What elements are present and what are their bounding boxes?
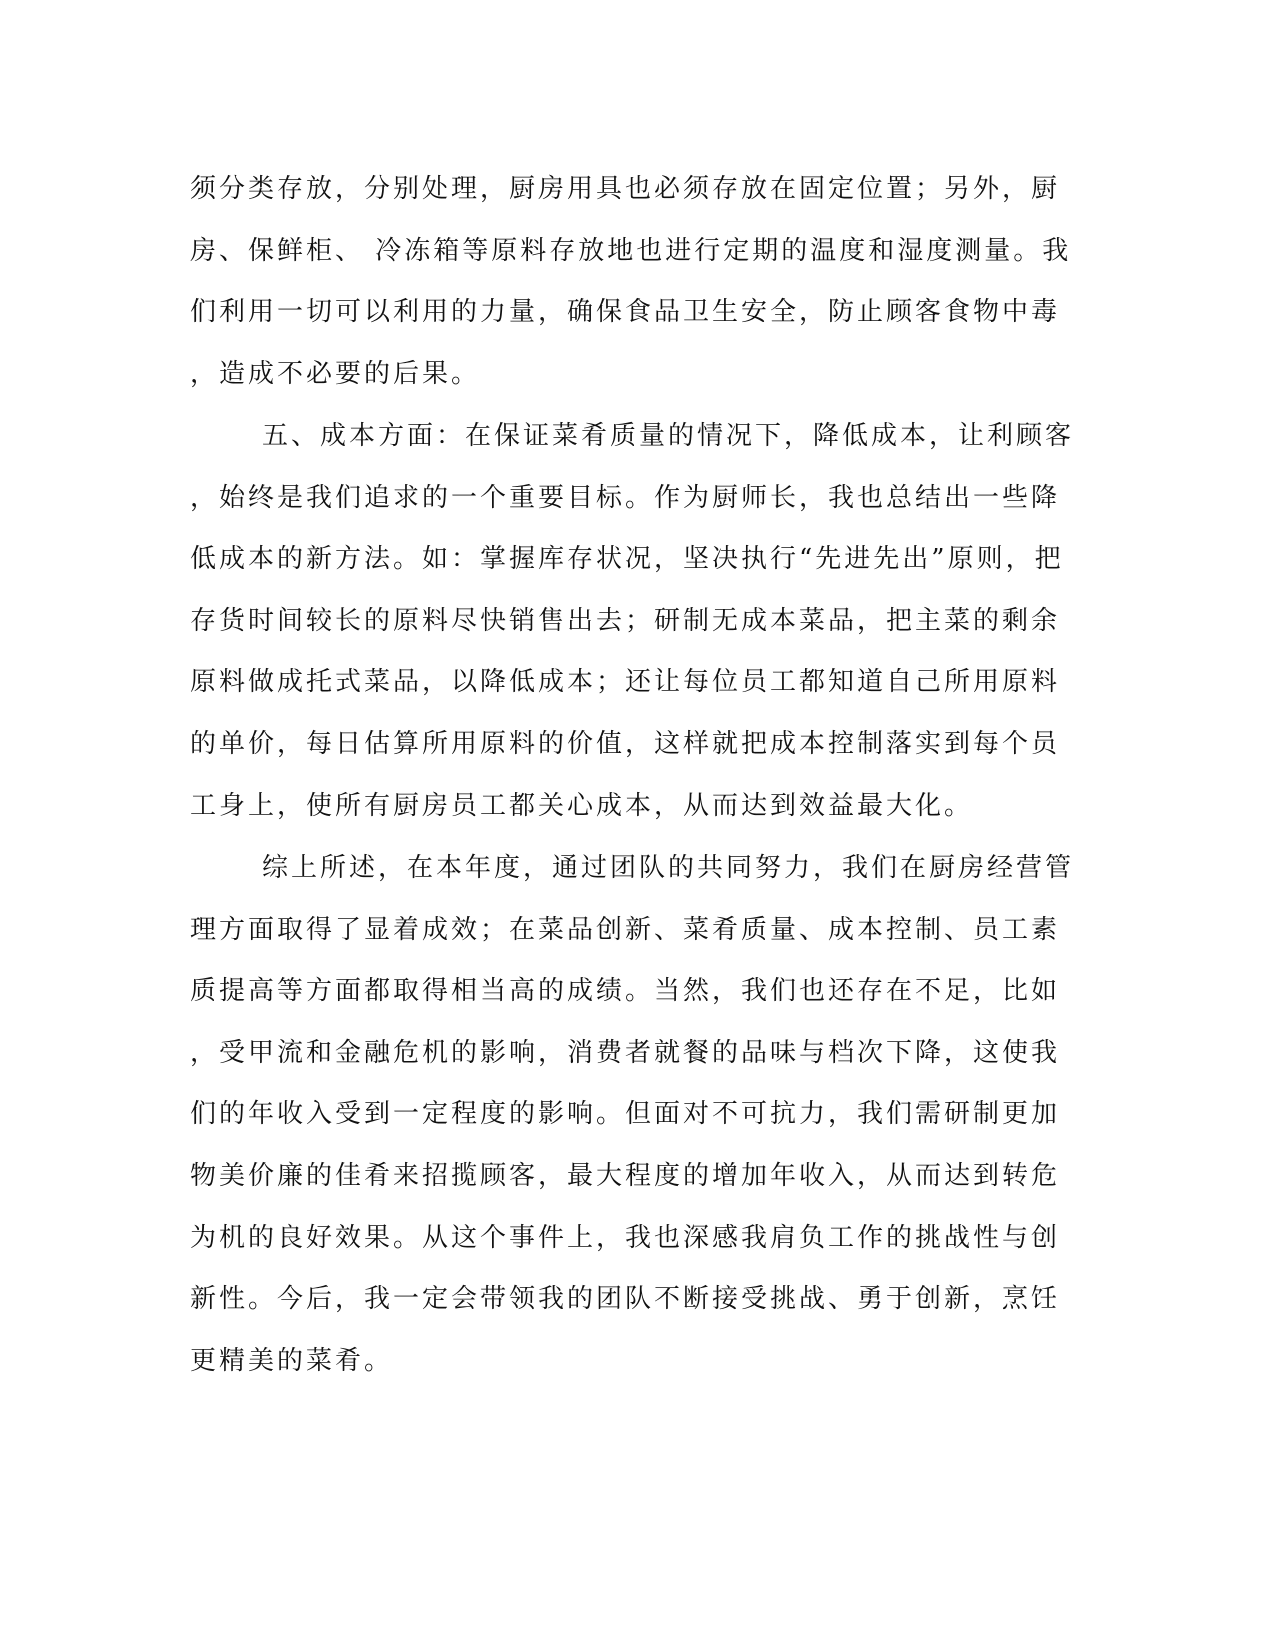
paragraph-line: 为机的良好效果。从这个事件上，我也深感我肩负工作的挑战性与创 <box>190 1222 1061 1253</box>
paragraph-line: ，受甲流和金融危机的影响，消费者就餐的品味与档次下降，这使我 <box>190 1037 1061 1068</box>
paragraph-line: ，造成不必要的后果。 <box>190 358 481 389</box>
paragraph-line: ，始终是我们追求的一个重要目标。作为厨师长，我也总结出一些降 <box>190 482 1061 513</box>
paragraph-line: 们的年收入受到一定程度的影响。但面对不可抗力，我们需研制更加 <box>190 1099 1061 1130</box>
paragraph-line: 理方面取得了显着成效；在菜品创新、菜肴质量、成本控制、员工素 <box>190 914 1061 945</box>
paragraph-summary <box>190 838 1090 1392</box>
paragraph-line: 新性。今后，我一定会带领我的团队不断接受挑战、勇于创新，烹饪 <box>190 1284 1061 1315</box>
paragraph-line: 物美价廉的佳肴来招揽顾客，最大程度的增加年收入，从而达到转危 <box>190 1160 1061 1191</box>
paragraph-line: 低成本的新方法。如：掌握库存状况，坚决执行“先进先出”原则，把 <box>190 544 1064 575</box>
paragraph-line: 房、保鲜柜、 冷冻箱等原料存放地也进行定期的温度和湿度测量。我 <box>190 235 1072 266</box>
paragraph-line: 须分类存放，分别处理，厨房用具也必须存放在固定位置；另外，厨 <box>190 174 1061 204</box>
paragraph-line: 更精美的菜肴。 <box>190 1345 394 1376</box>
paragraph-line: 综上所述，在本年度，通过团队的共同努力，我们在厨房经营管 <box>262 853 1075 883</box>
paragraph-cost <box>190 406 1090 837</box>
paragraph-line: 们利用一切可以利用的力量，确保食品卫生安全，防止顾客食物中毒 <box>190 297 1061 328</box>
paragraph-line: 工身上，使所有厨房员工都关心成本，从而达到效益最大化。 <box>190 790 974 821</box>
paragraph-line: 五、成本方面：在保证菜肴质量的情况下，降低成本，让利顾客 <box>262 421 1075 451</box>
paragraph-line: 质提高等方面都取得相当高的成绩。当然，我们也还存在不足，比如 <box>190 976 1061 1007</box>
paragraph-line: 存货时间较长的原料尽快销售出去；研制无成本菜品，把主菜的剩余 <box>190 605 1061 636</box>
paragraph-line: 的单价，每日估算所用原料的价值，这样就把成本控制落实到每个员 <box>190 728 1061 759</box>
paragraph-food-safety <box>190 159 1090 405</box>
paragraph-line: 原料做成托式菜品，以降低成本；还让每位员工都知道自己所用原料 <box>190 667 1061 698</box>
